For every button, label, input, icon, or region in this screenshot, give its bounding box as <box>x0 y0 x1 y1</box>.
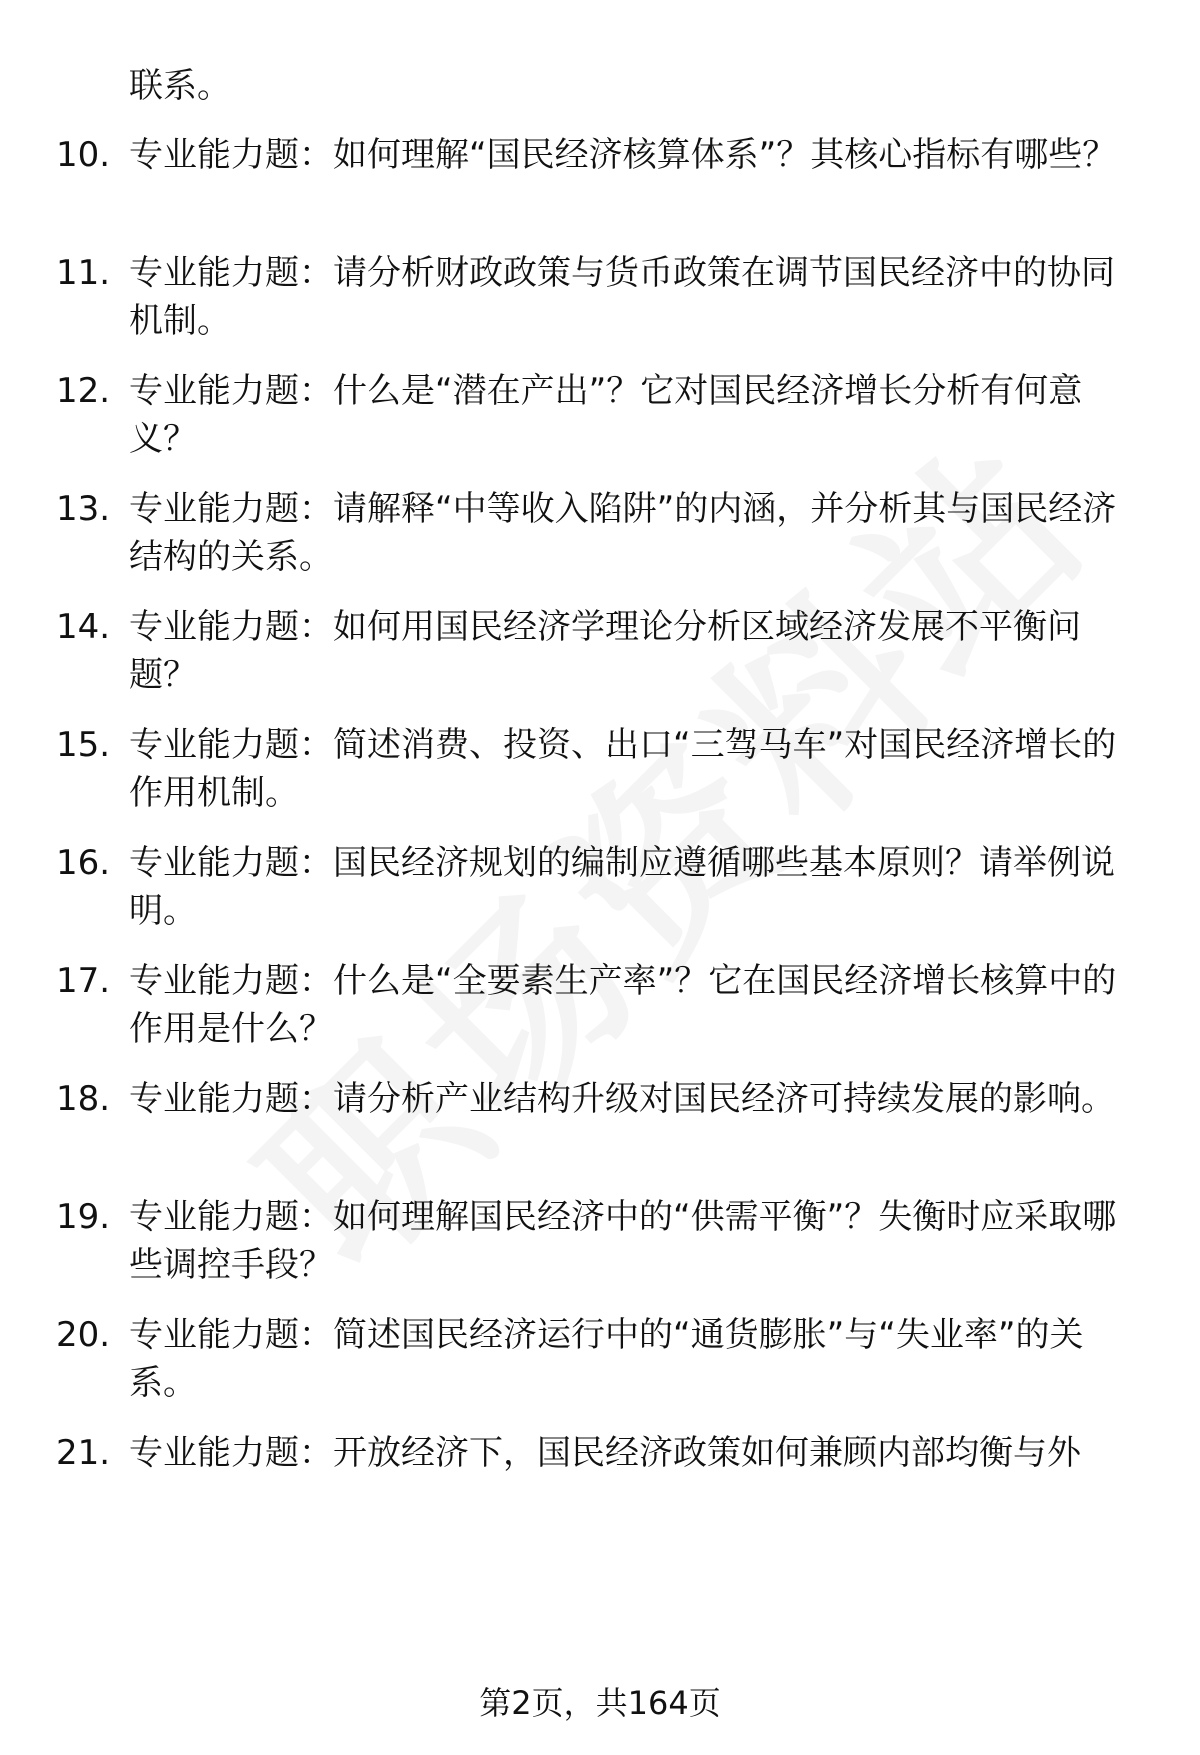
question-text: 专业能力题：请解释“中等收入陷阱”的内涵，并分析其与国民经济结构的关系。 <box>129 489 1117 577</box>
question-number: 21. <box>56 1433 111 1473</box>
question-text: 专业能力题：简述国民经济运行中的“通货膨胀”与“失业率”的关系。 <box>129 1315 1084 1403</box>
question-number: 18. <box>56 1079 111 1119</box>
question-text: 专业能力题：什么是“潜在产出”？它对国民经济增长分析有何意义？ <box>129 371 1083 459</box>
continuation-text: 联系。 <box>129 66 231 106</box>
question-number: 13. <box>56 489 111 529</box>
question-number: 19. <box>56 1197 111 1237</box>
question-number: 15. <box>56 725 111 765</box>
question-text: 专业能力题：请分析财政政策与货币政策在调节国民经济中的协同机制。 <box>129 253 1115 341</box>
question-text: 专业能力题：简述消费、投资、出口“三驾马车”对国民经济增长的作用机制。 <box>129 725 1117 813</box>
question-number: 10. <box>56 135 111 175</box>
question-number: 20. <box>56 1315 111 1355</box>
page-footer: 第2页，共164页 <box>479 1684 721 1722</box>
question-number: 17. <box>56 961 111 1001</box>
question-text: 专业能力题：什么是“全要素生产率”？它在国民经济增长核算中的作用是什么？ <box>129 961 1117 1049</box>
question-text: 专业能力题：如何用国民经济学理论分析区域经济发展不平衡问题？ <box>129 607 1081 695</box>
question-number: 14. <box>56 607 111 647</box>
question-text: 专业能力题：开放经济下，国民经济政策如何兼顾内部均衡与外 <box>129 1433 1081 1473</box>
question-number: 11. <box>56 253 111 293</box>
question-text: 专业能力题：如何理解国民经济中的“供需平衡”？失衡时应采取哪些调控手段？ <box>129 1197 1117 1285</box>
question-text: 专业能力题：请分析产业结构升级对国民经济可持续发展的影响。 <box>129 1079 1115 1119</box>
question-text: 专业能力题：如何理解“国民经济核算体系”？其核心指标有哪些？ <box>129 135 1117 175</box>
question-number: 16. <box>56 843 111 883</box>
question-text: 专业能力题：国民经济规划的编制应遵循哪些基本原则？请举例说明。 <box>129 843 1115 931</box>
question-number: 12. <box>56 371 111 411</box>
